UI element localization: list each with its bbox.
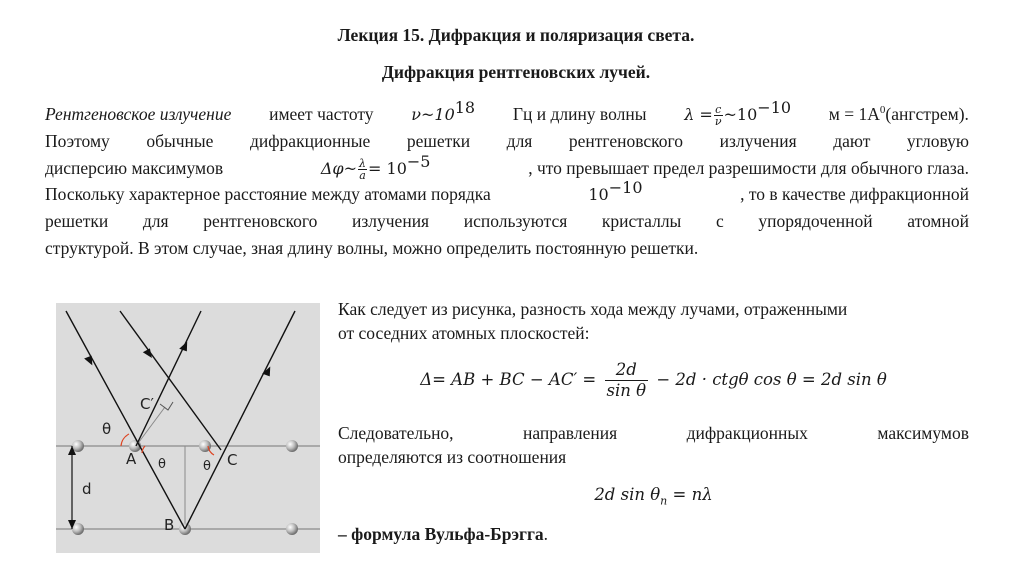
word: для bbox=[142, 211, 169, 232]
text: Поскольку характерное расстояние между атомами порядка bbox=[45, 184, 491, 205]
word: дифракционные bbox=[249, 130, 371, 151]
frequency-math: $\nu\sim 10^{18}$ bbox=[411, 98, 476, 124]
lecture-title: Лекция 15. Дифракция и поляризация света. bbox=[337, 25, 695, 45]
path-difference-equation bbox=[338, 360, 969, 401]
xray-term: Рентгеновское излучение bbox=[45, 104, 232, 124]
word: для bbox=[506, 130, 533, 151]
label-theta-a: θ bbox=[158, 457, 166, 472]
text: дисперсию максимумов bbox=[45, 157, 224, 178]
formula-name: – формула Вульфа-Брэгга bbox=[338, 524, 544, 544]
text: структурой. В этом случае, зная длину волны, можно определить постоянную решетки. bbox=[45, 237, 699, 258]
dispersion-math: Δφ~ $\frac{\lambda}{a}$ = $10^{-5}$ bbox=[320, 151, 431, 183]
word: Следовательно, bbox=[338, 423, 454, 443]
wavelength-math: λ = $\frac{c}{\nu}$ $\sim 10^{-10}$ bbox=[684, 98, 792, 129]
distance-math: $10^{-10}$ bbox=[588, 178, 643, 205]
intro-line-4 bbox=[45, 178, 969, 208]
word: решетки bbox=[45, 211, 109, 232]
atom bbox=[286, 523, 298, 535]
intro-line-3 bbox=[45, 151, 969, 183]
text-line: от соседних атомных плоскостей: bbox=[338, 323, 590, 343]
angstrom-math: $м = 1A^0(ангстрем)$. bbox=[828, 104, 969, 124]
label-c-prime: C′ bbox=[140, 395, 154, 413]
label-theta-c: θ bbox=[203, 459, 211, 474]
word: с bbox=[715, 211, 724, 232]
text: имеет частоту bbox=[269, 104, 374, 124]
bragg-diagram bbox=[56, 303, 320, 553]
word: используются bbox=[463, 211, 568, 232]
eq-left: Δ= AB + BC − AC′ = bbox=[420, 370, 597, 389]
word: кристаллы bbox=[601, 211, 682, 232]
word: дают bbox=[833, 130, 871, 151]
word: излучения bbox=[352, 211, 430, 232]
word: направления bbox=[523, 423, 618, 443]
word: Поэтому bbox=[45, 130, 110, 151]
label-b: B bbox=[164, 516, 175, 534]
label-c: C bbox=[227, 451, 238, 469]
text-line bbox=[338, 421, 969, 445]
word: рентгеновского bbox=[203, 211, 318, 232]
word: рентгеновского bbox=[568, 130, 684, 151]
eq-right: − 2d · ctgθ cos θ = 2d sin θ bbox=[656, 370, 887, 389]
period: . bbox=[543, 524, 549, 544]
word: дифракционных bbox=[686, 423, 808, 443]
intro-line-1 bbox=[45, 98, 969, 129]
text: Гц и длину волны bbox=[512, 104, 647, 124]
eq-fraction: $\frac{2d}{\text{sin θ}}$ bbox=[606, 360, 647, 400]
text: , что превышает предел разрешимости для обычного глаза. bbox=[528, 157, 969, 178]
word: угловую bbox=[906, 130, 969, 151]
text: , то в качестве дифракционной bbox=[740, 184, 969, 205]
section-subtitle: Дифракция рентгеновских лучей. bbox=[381, 62, 651, 82]
atom bbox=[286, 440, 298, 452]
intro-paragraph bbox=[45, 98, 969, 262]
intro-line-2 bbox=[45, 128, 969, 155]
conclusion-text bbox=[338, 421, 969, 469]
word: излучения bbox=[719, 130, 797, 151]
word: решетки bbox=[406, 130, 471, 151]
path-difference-text bbox=[338, 297, 969, 345]
intro-line-5 bbox=[45, 208, 969, 235]
intro-line-6 bbox=[45, 235, 969, 262]
formula-caption bbox=[338, 522, 969, 546]
bragg-equation: 2d $\sin \theta_n = n\lambda$ bbox=[594, 485, 713, 508]
label-a: A bbox=[126, 450, 137, 468]
label-theta-left: θ bbox=[102, 420, 112, 438]
label-d: d bbox=[82, 480, 92, 498]
word: упорядоченной bbox=[758, 211, 873, 232]
word: атомной bbox=[907, 211, 969, 232]
word: максимумов bbox=[877, 423, 969, 443]
text-line: определяются из соотношения bbox=[338, 447, 567, 467]
text-line: Как следует из рисунка, разность хода между лучами, отраженными bbox=[338, 299, 848, 319]
word: обычные bbox=[146, 130, 214, 151]
